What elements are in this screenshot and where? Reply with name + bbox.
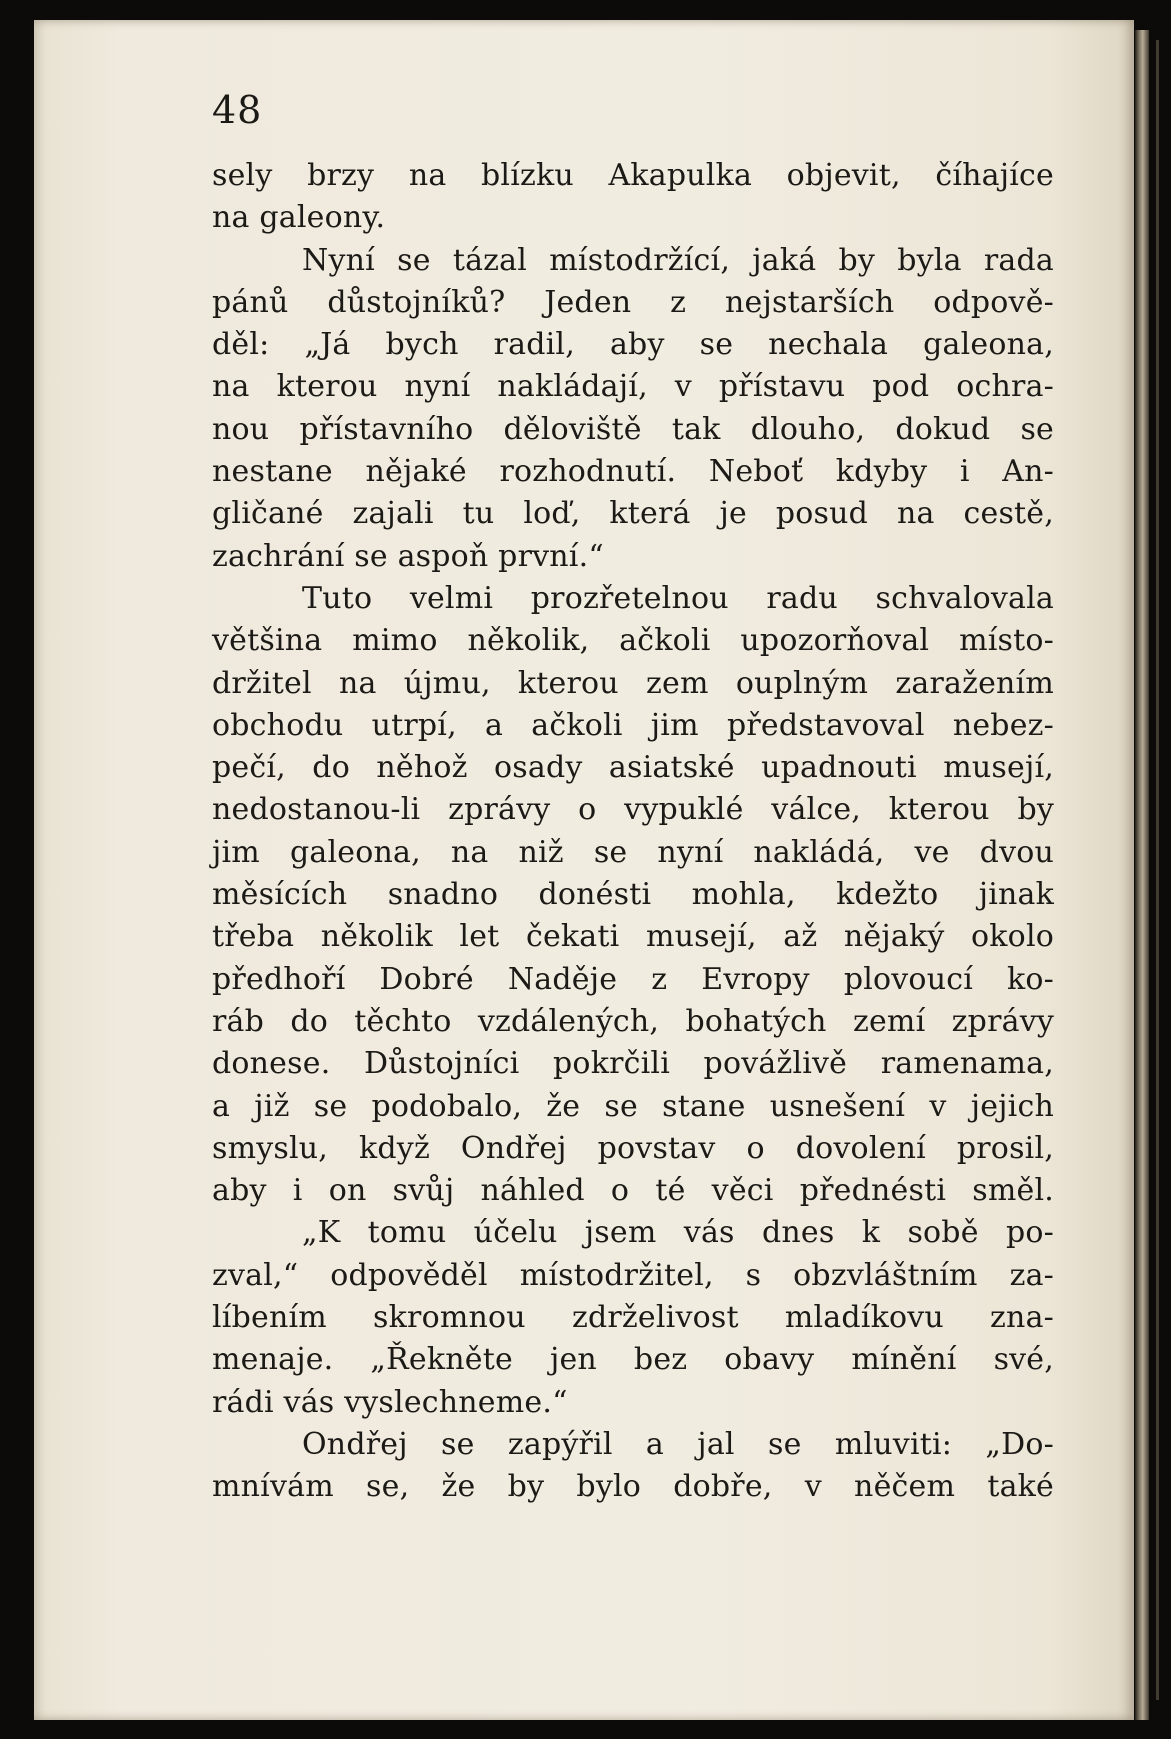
text-line: nou přístavního děloviště tak dlouho, dokud se (212, 411, 1054, 447)
text-line: nedostanou-li zprávy o vypuklé válce, kterou by (212, 792, 1054, 828)
text-line: zachrání se aspoň první.“ (212, 538, 604, 574)
text-line: zval,“ odpověděl místodržitel, s obzvláštním za- (212, 1257, 1054, 1293)
text-line: sely brzy na blízku Akapulka objevit, číhajíce (212, 158, 1054, 193)
page-stack-line (1156, 40, 1159, 1700)
body-text (212, 155, 1054, 1509)
text-line: děl: „Já bych radil, aby se nechala galeona, (212, 327, 1054, 363)
text-line: pánů důstojníků? Jeden z nejstarších odpově- (212, 284, 1054, 320)
text-line: Tuto velmi prozřetelnou radu schvalovala (302, 580, 1054, 616)
text-line: držitel na újmu, kterou zem ouplným zaražením (212, 665, 1054, 701)
text-line: ráb do těchto vzdálených, bohatých zemí zprávy (212, 1003, 1054, 1039)
text-line: a již se podobalo, že se stane usnešení v jejich (212, 1088, 1054, 1124)
text-line: smyslu, když Ondřej povstav o dovolení prosil, (212, 1130, 1054, 1166)
text-line: gličané zajali tu loď, která je posud na cestě, (212, 496, 1054, 532)
text-line: jim galeona, na niž se nyní nakládá, ve dvou (212, 834, 1054, 870)
text-line: předhoří Dobré Naděje z Evropy plovoucí ko- (212, 961, 1054, 997)
text-line: „K tomu účelu jsem vás dnes k sobě po- (302, 1215, 1054, 1251)
page-stack-edge (1135, 30, 1149, 1720)
text-line: nestane nějaké rozhodnutí. Neboť kdyby i An- (212, 454, 1054, 490)
page-number: 48 (212, 88, 263, 132)
text-line: Nyní se tázal místodržící, jaká by byla rada (302, 242, 1054, 278)
text-line: třeba několik let čekati musejí, až nějaký okolo (212, 919, 1054, 955)
text-line: obchodu utrpí, a ačkoli jim představoval nebez- (212, 707, 1054, 743)
text-line: menaje. „Řekněte jen bez obavy mínění své, (212, 1342, 1054, 1378)
text-line: aby i on svůj náhled o té věci přednésti směl. (212, 1173, 1054, 1209)
text-line: líbením skromnou zdrželivost mladíkovu zna- (212, 1300, 1054, 1336)
text-line: většina mimo několik, ačkoli upozorňoval místo- (212, 623, 1054, 659)
text-line: Ondřej se zapýřil a jal se mluviti: „Do- (302, 1426, 1054, 1462)
text-line: na galeony. (212, 200, 386, 236)
text-line: rádi vás vyslechneme.“ (212, 1384, 568, 1420)
text-line: na kterou nyní nakládají, v přístavu pod ochra- (212, 369, 1054, 405)
text-line: pečí, do něhož osady asiatské upadnouti musejí, (212, 750, 1054, 786)
text-line: donese. Důstojníci pokrčili povážlivě ramenama, (212, 1046, 1054, 1082)
text-line: mnívám se, že by bylo dobře, v něčem také (212, 1469, 1054, 1505)
text-line: měsících snadno donésti mohla, kdežto jinak (212, 877, 1054, 913)
